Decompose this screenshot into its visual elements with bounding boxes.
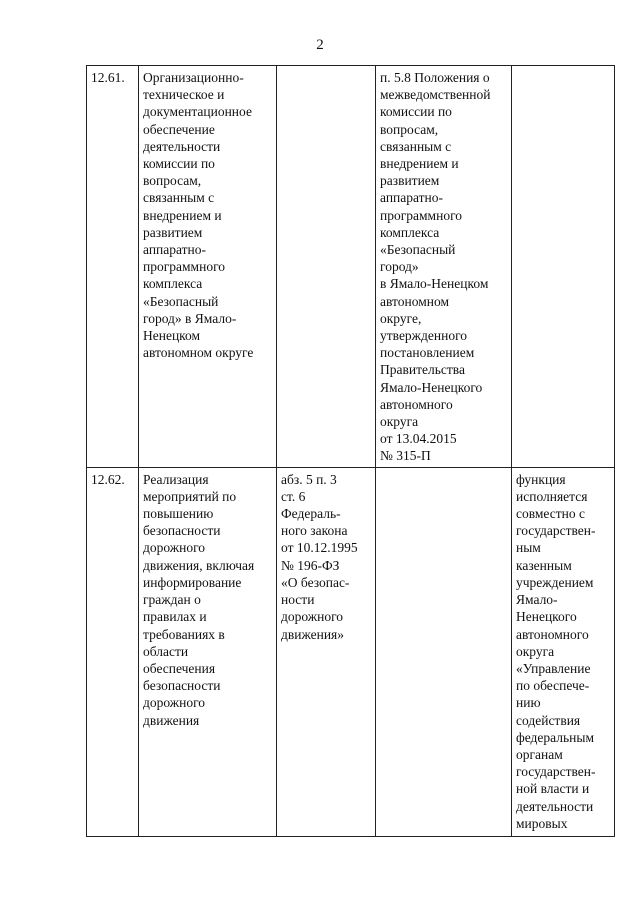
row-number-cell: 12.61. (87, 66, 139, 468)
table-row (87, 467, 615, 836)
functions-table (86, 65, 615, 837)
row-number-cell: 12.62. (87, 467, 139, 836)
table-row (87, 66, 615, 468)
federal-act-cell (277, 66, 376, 468)
regional-act-cell: п. 5.8 Положения о межведомственной комиссии по вопросам, связанным с внедрением и развитием аппаратно- программного комплекса «Безопасный город» в Ямало-Ненецком автономном округе, утвержденного постановлением Правительства Ямало-Ненецкого автономного округа от 13.04.2015 № 315-П (376, 66, 512, 468)
note-cell (512, 66, 615, 468)
page-number: 2 (316, 37, 324, 53)
federal-act-cell: абз. 5 п. 3 ст. 6 Федераль- ного закона от 10.12.1995 № 196-ФЗ «О безопас- ности дорожного движения» (277, 467, 376, 836)
note-cell: функция исполняется совместно с государствен- ным казенным учреждением Ямало- Ненецкого автономного округа «Управление по обеспече- нию содействия федеральным органам государствен- ной власти и деятельности мировых (512, 467, 615, 836)
function-description-cell: Организационно- техническое и документационное обеспечение деятельности комиссии по вопросам, связанным с внедрением и развитием аппаратно- программного комплекса «Безопасный город» в Ямало- Ненецком автономном округе (139, 66, 277, 468)
regional-act-cell (376, 467, 512, 836)
function-description-cell: Реализация мероприятий по повышению безопасности дорожного движения, включая информирование граждан о правилах и требованиях в области обеспечения безопасности дорожного движения (139, 467, 277, 836)
